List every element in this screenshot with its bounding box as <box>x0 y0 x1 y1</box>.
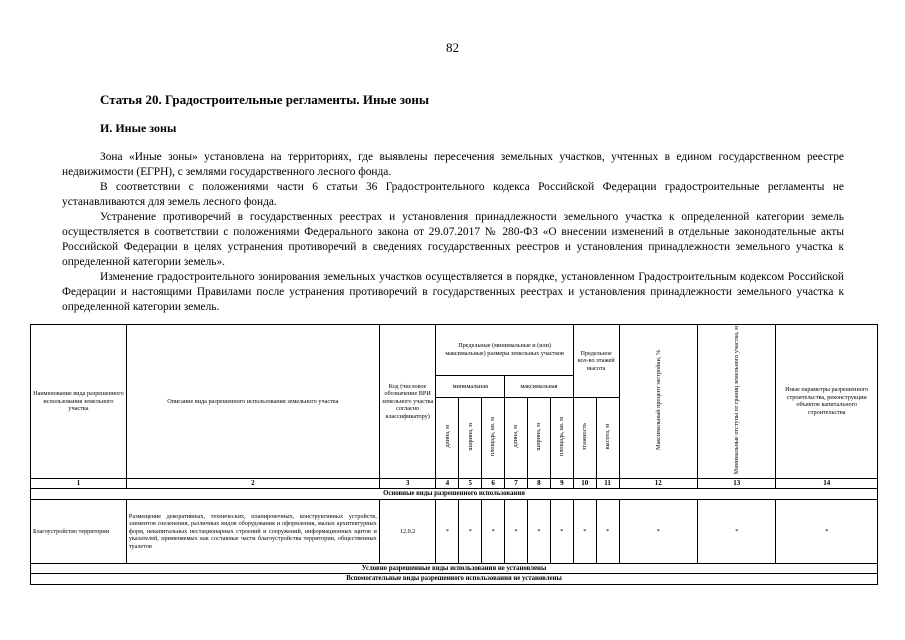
column-number: 14 <box>776 478 878 489</box>
section-subtitle: И. Иные зоны <box>100 121 177 135</box>
table-row <box>31 499 878 563</box>
column-number: 10 <box>573 478 596 489</box>
value-cell: * <box>619 499 697 563</box>
header-minimal: минимальная <box>436 375 505 397</box>
header-max-length <box>505 397 528 478</box>
value-cell: * <box>482 499 505 563</box>
header-max-coverage-label: Максимальный процент застройки, % <box>654 350 662 451</box>
header-min-width <box>459 397 482 478</box>
header-height <box>596 397 619 478</box>
column-number: 6 <box>482 478 505 489</box>
value-cell: * <box>505 499 528 563</box>
value-cell: * <box>459 499 482 563</box>
column-number: 4 <box>436 478 459 489</box>
use-code: 12.0.2 <box>379 499 436 563</box>
header-label: длина, м <box>512 425 520 448</box>
value-cell: * <box>573 499 596 563</box>
header-label: площадь, кв. м <box>489 417 497 457</box>
column-number: 8 <box>527 478 550 489</box>
section-auxiliary-uses: Вспомогательные виды разрешенного использования не установлены <box>31 574 878 585</box>
value-cell: * <box>550 499 573 563</box>
section-main-uses: Основные виды разрешенного использования <box>31 489 878 500</box>
header-min-length <box>436 397 459 478</box>
column-number: 9 <box>550 478 573 489</box>
column-number: 5 <box>459 478 482 489</box>
header-floors-group: Предельное кол-во этажей высота <box>573 325 619 398</box>
header-other-params: Иные параметры разрешенного строительства, реконструкции объектов капитального строительства <box>776 325 878 479</box>
header-max-width <box>527 397 550 478</box>
column-number: 13 <box>698 478 776 489</box>
page-number: 82 <box>446 40 459 55</box>
header-floors <box>573 397 596 478</box>
header-sizes: Предельные (минимальные и (или) максимальные) размеры земельных участков <box>436 325 573 376</box>
header-label: этажность <box>580 422 588 451</box>
value-cell: * <box>776 499 878 563</box>
use-name: Благоустройство территории <box>31 499 127 563</box>
header-label: длина, м <box>443 425 451 448</box>
paragraph: В соответствии с положениями части 6 статьи 36 Градостроительного кодекса Российской Федерации градостроительные регламенты не устанавливаются для земель лесного фонда. <box>62 181 844 208</box>
value-cell: * <box>698 499 776 563</box>
header-label: ширина, м <box>535 422 543 451</box>
value-cell: * <box>527 499 550 563</box>
column-number: 11 <box>596 478 619 489</box>
value-cell: * <box>436 499 459 563</box>
column-number: 2 <box>126 478 379 489</box>
header-min-setbacks <box>698 325 776 479</box>
header-max-coverage <box>619 325 697 479</box>
column-number: 3 <box>379 478 436 489</box>
header-label: высота, м <box>603 423 611 450</box>
header-maximal: максимальная <box>505 375 574 397</box>
paragraph: Зона «Иные зоны» установлена на территориях, где выявлены пересечения земельных участков, учтенных в едином государственном реестре недвижимости (ЕГРН), с землями государственного лесного фонда. <box>62 151 844 178</box>
use-description: Размещение декоративных, технических, планировочных, конструктивных устройств, элементов озеленения, различных видов оборудования и оформления, малых архитектурных форм, некапитальных нестационарных строений и сооружений, информационных щитов и указателей, применяемых как составные части благоустройства территории, общественных туалетов <box>126 499 379 563</box>
header-description: Описание вида разрешенного использования земельного участка <box>126 325 379 479</box>
header-code: Код (числовое обозначение ВРИ земельного участка согласно классификатору) <box>379 325 436 479</box>
header-min-setbacks-label: Минимальные отступы от границ земельного участка, м <box>733 326 740 475</box>
paragraph: Изменение градостроительного зонирования земельных участков осуществляется в порядке, установленном Градостроительным кодексом Российской Федерации и настоящими Правилами после устранения противоречий в государственных реестрах и установления принадлежности земельного участка к определенной категории земель. <box>62 271 844 313</box>
paragraph: Устранение противоречий в государственных реестрах и установления принадлежности земельного участка к определенной категории земель осуществляется в соответствии с положениями Федерального закона от 29.07.2017 № 280-ФЗ «О внесении изменений в отдельные законодательные акты Российской Федерации в целях устранения противоречий в сведениях государственных реестров и установления принадлежности земельного участка к определенной категории земель». <box>62 211 844 268</box>
header-name: Наименование вида разрешенного использования земельного участка <box>31 325 127 479</box>
column-numbers-row <box>31 478 878 489</box>
header-label: площадь, кв. м <box>558 417 566 457</box>
column-number: 1 <box>31 478 127 489</box>
column-number: 7 <box>505 478 528 489</box>
header-max-area <box>550 397 573 478</box>
column-number: 12 <box>619 478 697 489</box>
header-min-area <box>482 397 505 478</box>
body-text <box>62 150 844 315</box>
section-conditional-uses: Условно разрешенные виды использования не установлены <box>31 563 878 574</box>
header-label: ширина, м <box>466 422 474 451</box>
article-title: Статья 20. Градостроительные регламенты. Иные зоны <box>100 92 429 107</box>
regulations-table <box>30 324 878 585</box>
value-cell: * <box>596 499 619 563</box>
